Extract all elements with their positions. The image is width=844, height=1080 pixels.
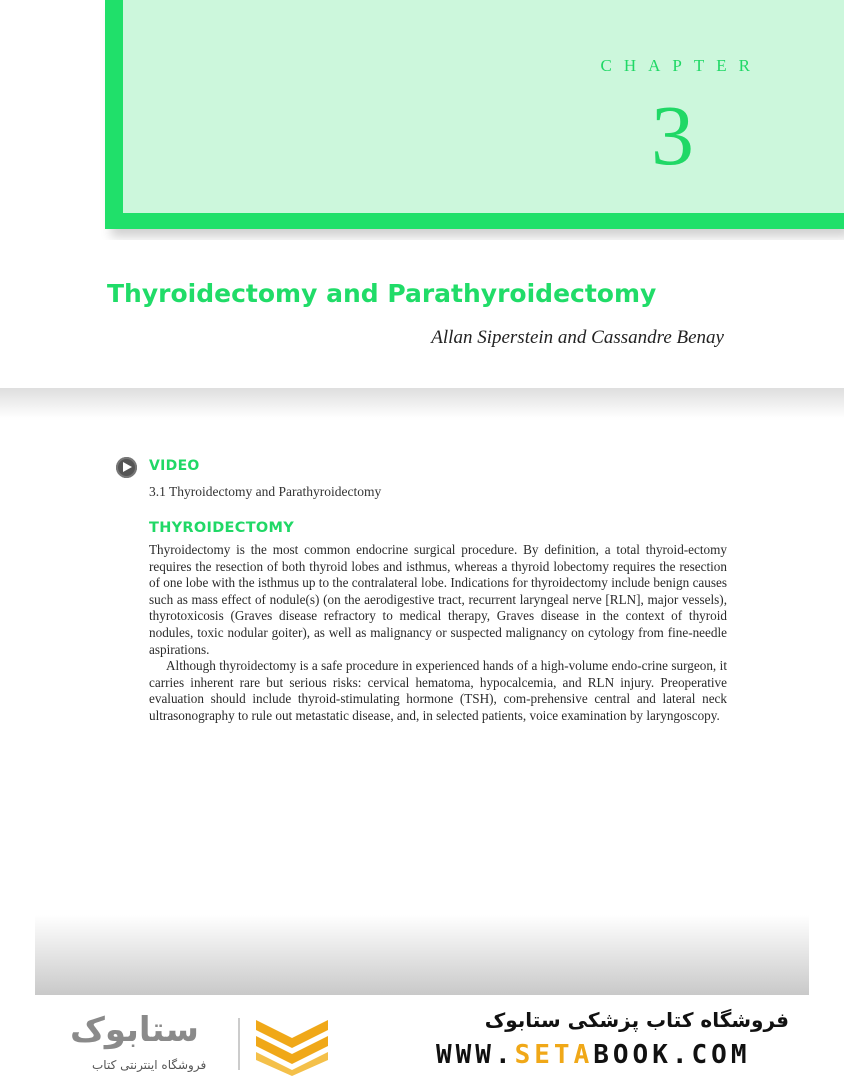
store-logo-subtitle: فروشگاه اینترنتی کتاب <box>92 1058 207 1072</box>
title-area <box>0 240 844 390</box>
store-logo-text: ستابوک <box>70 1010 199 1050</box>
section-heading: THYROIDECTOMY <box>149 520 295 536</box>
book-stack-logo-icon <box>252 1016 332 1076</box>
video-heading: VIDEO <box>149 458 200 474</box>
play-icon[interactable] <box>116 457 137 478</box>
chapter-number: 3 <box>651 87 694 183</box>
url-highlight: SETA <box>514 1040 594 1070</box>
logo-divider <box>238 1018 240 1070</box>
paragraph: Thyroidectomy is the most common endocrine surgical procedure. By definition, a total thyroid-ectomy requires the resection of both thyroid lobes and isthmus, whereas a thyroid lobectomy requires the resection of one lobe with the isthmus up to the contralateral lobe. Indications for thyroidectomy include benign causes such as mass effect of nodule(s) (on the aerodigestive tract, recurrent laryngeal nerve [RLN], major vessels), thyrotoxicosis (Graves disease refractory to medical therapy, Graves disease in the context of thyroid nodules, toxic nodular goiter), as well as malignancy or suspected malignancy on cytology from fine-needle aspirations. <box>149 542 727 657</box>
chapter-banner-panel <box>123 0 844 213</box>
store-url[interactable] <box>436 1040 750 1070</box>
title-shadow <box>0 388 844 418</box>
store-name: فروشگاه کتاب پزشکی ستابوک <box>484 1008 789 1032</box>
page-bottom-fade <box>35 915 809 995</box>
section-body <box>149 542 727 725</box>
video-link[interactable]: 3.1 Thyroidectomy and Parathyroidectomy <box>149 484 382 499</box>
chapter-title: Thyroidectomy and Parathyroidectomy <box>107 279 657 308</box>
url-prefix: WWW. <box>436 1040 515 1070</box>
chapter-authors: Allan Siperstein and Cassandre Benay <box>431 327 724 348</box>
paragraph: Although thyroidectomy is a safe procedure in experienced hands of a high-volume endo-crine surgeon, it carries inherent rare but serious risks: cervical hematoma, hypocalcemia, and RLN injury. Preoperative evaluation should include thyroid-stimulating hormone (TSH), com-prehensive central and lateral neck ultrasonography to rule out metastatic disease, and, in selected patients, voice examination by laryngoscopy. <box>149 658 727 723</box>
chapter-label: CHAPTER <box>600 56 762 75</box>
url-suffix: BOOK.COM <box>593 1040 751 1070</box>
chapter-banner <box>105 0 844 229</box>
